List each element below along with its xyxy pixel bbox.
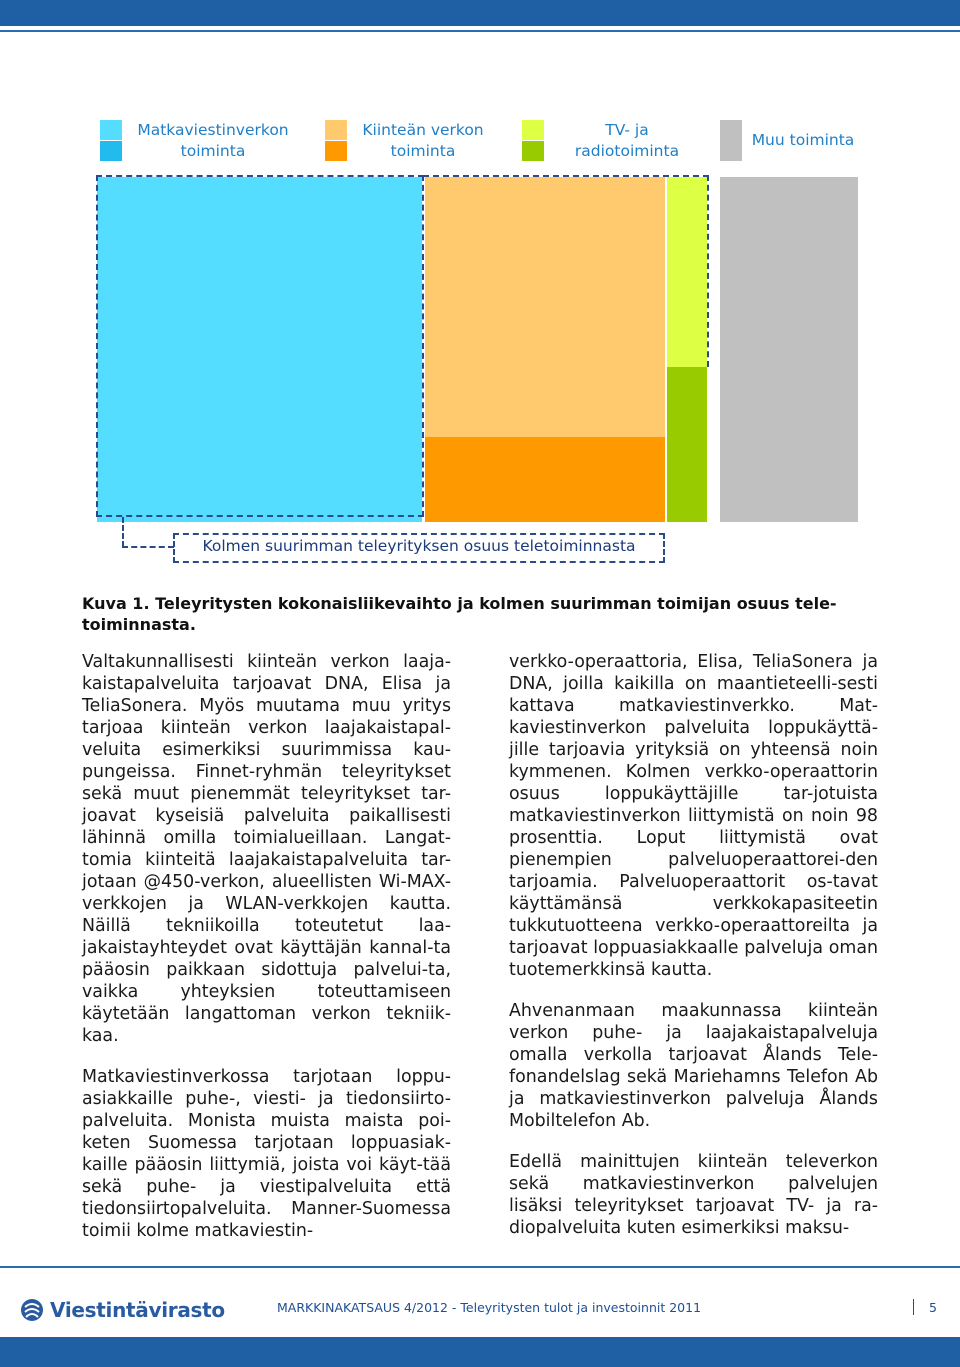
legend-label: Muu toiminta <box>751 131 855 149</box>
share-label: Kolmen suurimman teleyrityksen osuus teletoiminnasta <box>202 537 636 555</box>
legend-item-fixed <box>325 117 525 163</box>
legend-swatch-dark <box>522 141 544 161</box>
legend-label: Matkaviestinverkon toiminta <box>137 121 289 160</box>
mobile-share-outline <box>96 175 424 517</box>
legend-swatch-dark <box>325 141 347 161</box>
footer-bar <box>0 1337 960 1367</box>
legend-swatch-light <box>325 120 347 140</box>
legend-swatch <box>720 120 742 161</box>
footer-text: MARKKINAKATSAUS 4/2012 - Teleyritysten tulot ja investoinnit 2011 <box>277 1300 702 1315</box>
header-bar <box>0 0 960 26</box>
other-block <box>720 177 858 522</box>
legend-item-tv <box>522 117 722 163</box>
paragraph: verkko-operaattoria, Elisa, TeliaSonera ja DNA, joilla kaikilla on maantieteelli-sesti kattava matkaviestinverkko. Mat-kaviestinverkon palveluita loppukäyttä-jille tarjoavia yrityksiä on yhteensä noin kymmenen. Kolmen verkko-operaattorin osuus loppukäyttäjille tar-jotuista matkaviestinverkon liittymistä on noin 98 prosenttia. Loput liittymistä ovat pienempien palveluoperaattorei-den tarjoamia. Palveluoperaattorit os-tavat käyttämänsä verkkokapasiteetin tukkutuotteena verkko-operaattoreilta ja tarjoavat loppuasiakkaalle palveluja oman tuotemerkkinsä kautta. <box>509 652 878 980</box>
right-column <box>509 651 878 1258</box>
paragraph: Ahvenanmaan maakunnassa kiinteän verkon puhe- ja laajakaistapalveluja omalla verkolla tarjoavat Ålands Tele-fonandelslag sekä Mariehamns Telefon Ab ja matkaviestinverkon palveluja Ålands Mobiltelefon Ab. <box>509 1001 878 1131</box>
footer-rule <box>0 1266 960 1268</box>
paragraph: Edellä mainittujen kiinteän televerkon sekä matkaviestinverkon palvelujen lisäksi teleyritykset tarjoavat TV- ja ra-diopalveluita kuten esimerkiksi maksu- <box>509 1152 878 1238</box>
left-column <box>82 651 451 1261</box>
tv-block-dark <box>667 367 707 522</box>
legend-label: Kiinteän verkon toiminta <box>362 121 484 160</box>
legend-item-other <box>720 117 920 163</box>
legend-swatch-light <box>522 120 544 140</box>
page-separator <box>913 1299 914 1315</box>
paragraph: Valtakunnallisesti kiinteän verkon laaja-kaistapalveluita tarjoavat DNA, Elisa ja TeliaSonera. Myös muutama muu yritys tarjoaa kiinteän verkon laajakaistapal-veluita esimerkiksi suurimmissa kau-pungeissa. Finnet-ryhmän teleyritykset sekä muut pienemmät teleyritykset tar-joavat kyseisiä palveluita paikallisesti lähinnä omilla toimialueillaan. Langat-tomia kiinteitä laajakaistapalveluita tar-jotaan @450-verkon, alueellisten Wi-MAX-verkkojen ja WLAN-verkkojen kautta. Näillä tekniikoilla toteutetut laa-jakaistayhteydet ovat käyttäjän kannal-ta pääosin paikkaan sidottuja palvelui-ta, vaikka yhteyksien toteuttamiseen käytetään langattoman verkon tekniik-kaa. <box>82 652 451 1046</box>
legend-label: TV- ja radiotoiminta <box>574 121 680 160</box>
connector-horizontal <box>122 546 174 548</box>
paragraph: Matkaviestinverkossa tarjotaan loppu-asiakkaille puhe-, viesti- ja tiedonsiirto-palveluita. Monista muista maista poi-keten Suomessa tarjotaan loppuasiak-kaille pääosin liittymiä, joista voi käyt-tää sekä puhe- ja viestipalveluita että tiedonsiirtopalveluita. Manner-Suomessa toimii kolme matkaviestin- <box>82 1067 451 1241</box>
connector-vertical <box>122 517 124 547</box>
legend-swatch-light <box>100 120 122 140</box>
legend-swatch-dark <box>100 141 122 161</box>
header-rule <box>0 30 960 32</box>
logo-text: Viestintävirasto <box>50 1298 225 1322</box>
legend-item-mobile <box>100 117 300 163</box>
logo-icon <box>20 1297 44 1323</box>
page-number: 5 <box>929 1300 937 1315</box>
fixed-tv-share-outline <box>423 175 709 367</box>
fixed-block-dark <box>425 437 665 522</box>
figure-caption: Kuva 1. Teleyritysten kokonaisliikevaihto ja kolmen suurimman toimijan osuus tele-toiminnasta. <box>82 594 837 634</box>
